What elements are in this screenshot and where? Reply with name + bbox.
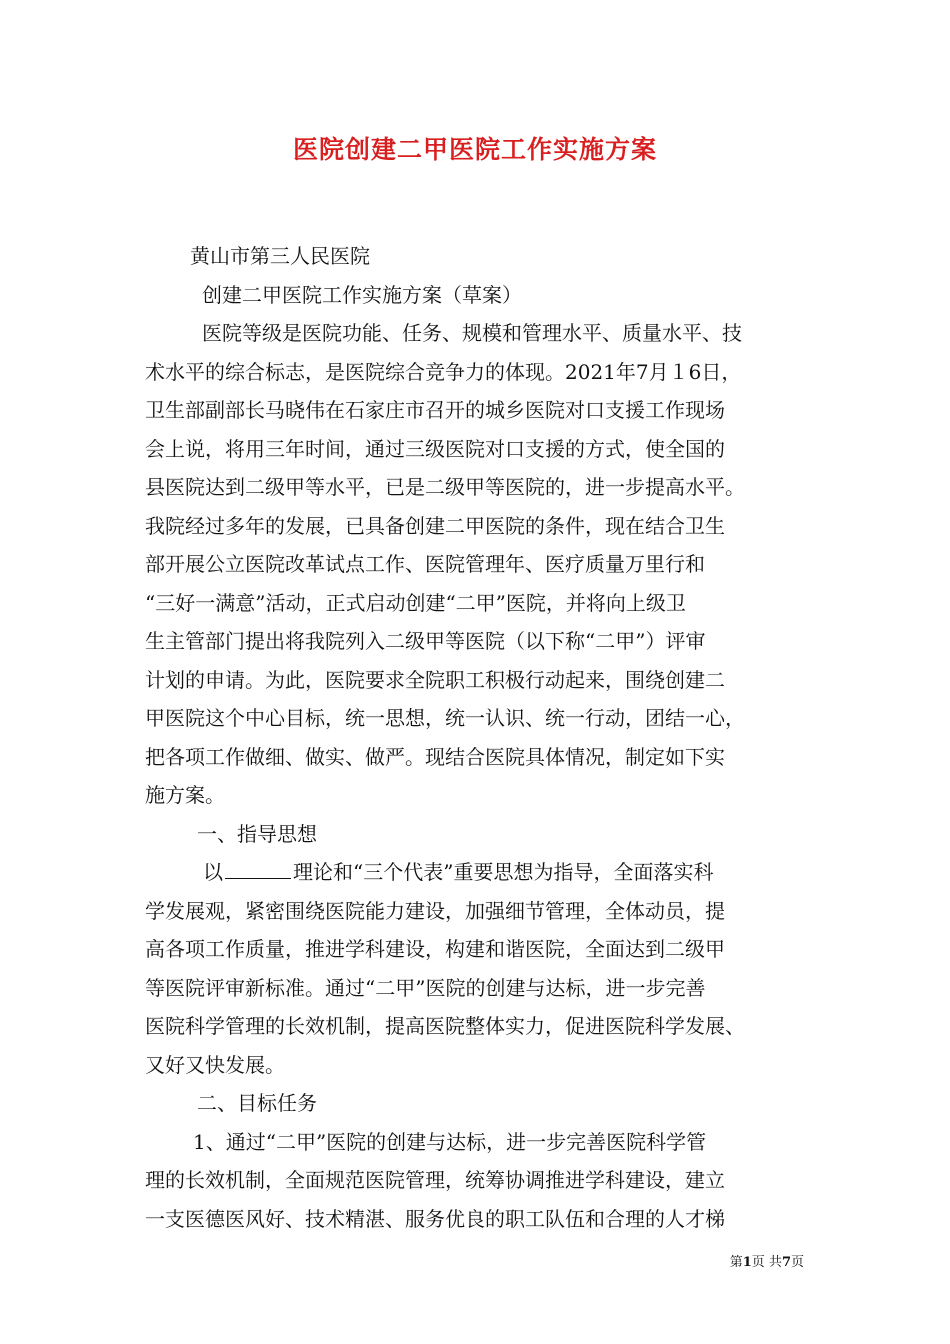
paragraph-line: 生主管部门提出将我院列入二级甲等医院（以下称“二甲”）评审 <box>145 629 706 653</box>
total-pages-number: 7 <box>781 1255 791 1270</box>
fill-in-blank <box>225 860 291 879</box>
hospital-name-line: 黄山市第三人民医院 <box>190 244 370 268</box>
footer-prefix: 第 <box>729 1255 743 1270</box>
footer-middle: 页 共 <box>751 1255 782 1270</box>
paragraph-line: “三好一满意”活动，正式启动创建“二甲”医院，并将向上级卫 <box>145 590 686 615</box>
paragraph-line: 县医院达到二级甲等水平，已是二级甲等医院的，进一步提高水平。 <box>145 475 745 499</box>
paragraph-line: 等医院评审新标准。通过“二甲”医院的创建与达标，进一步完善 <box>145 975 706 1000</box>
guiding-first-line <box>145 853 825 892</box>
section-heading-goals: 二、目标任务 <box>197 1091 317 1115</box>
paragraph-line: 卫生部副部长马晓伟在石家庄市召开的城乡医院对口支援工作现场 <box>145 398 725 422</box>
page-footer <box>730 1251 804 1270</box>
paragraph-line: 理的长效机制，全面规范医院管理，统筹协调推进学科建设，建立 <box>145 1168 725 1192</box>
guiding-prefix: 以 <box>203 860 223 884</box>
paragraph-line: 把各项工作做细、做实、做严。现结合医院具体情况，制定如下实 <box>145 744 725 769</box>
paragraph-line: 计划的申请。为此，医院要求全院职工积极行动起来，围绕创建二 <box>145 667 725 692</box>
paragraph-line: 会上说，将用三年时间，通过三级医院对口支援的方式，使全国的 <box>145 436 725 461</box>
paragraph-line: 学发展观，紧密围绕医院能力建设，加强细节管理，全体动员，提 <box>145 898 725 923</box>
paragraph-line: 1、通过“二甲”医院的创建与达标，进一步完善医院科学管 <box>193 1129 707 1154</box>
paragraph-line: 甲医院这个中心目标，统一思想，统一认识、统一行动，团结一心， <box>145 706 745 730</box>
footer-suffix: 页 <box>790 1255 804 1270</box>
plan-subtitle-line: 创建二甲医院工作实施方案（草案） <box>202 282 522 307</box>
paragraph-line: 术水平的综合标志，是医院综合竞争力的体现。2021年7月１6日， <box>145 359 742 384</box>
section-heading-guiding: 一、指导思想 <box>197 821 317 846</box>
current-page-number: 1 <box>742 1255 752 1270</box>
paragraph-line: 高各项工作质量，推进学科建设，构建和谐医院，全面达到二级甲 <box>145 937 725 961</box>
document-body <box>145 237 825 1238</box>
paragraph-line: 我院经过多年的发展，已具备创建二甲医院的条件，现在结合卫生 <box>145 513 725 538</box>
guiding-suffix: 理论和“三个代表”重要思想为指导，全面落实科 <box>293 860 714 884</box>
paragraph-line: 一支医德医风好、技术精湛、服务优良的职工队伍和合理的人才梯 <box>145 1206 725 1231</box>
paragraph-line: 施方案。 <box>145 783 225 807</box>
paragraph-line: 又好又快发展。 <box>145 1052 285 1077</box>
paragraph-line: 部开展公立医院改革试点工作、医院管理年、医疗质量万里行和 <box>145 552 705 576</box>
paragraph-line: 医院科学管理的长效机制，提高医院整体实力，促进医院科学发展、 <box>145 1014 745 1038</box>
paragraph-line: 医院等级是医院功能、任务、规模和管理水平、质量水平、技 <box>202 321 742 345</box>
document-title: 医院创建二甲医院工作实施方案 <box>292 135 657 164</box>
